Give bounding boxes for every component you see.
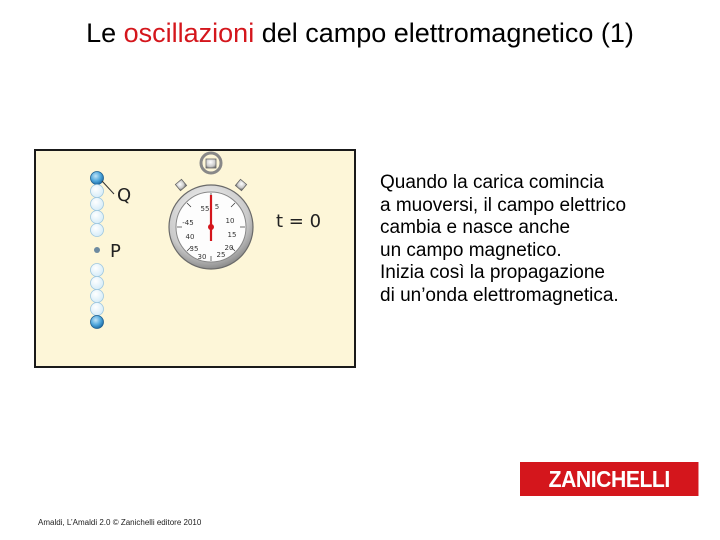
caption-text <box>380 172 710 307</box>
stopwatch-number: 30 <box>197 253 207 261</box>
stopwatch-number: -45 <box>182 219 194 227</box>
charge-sphere <box>91 264 104 277</box>
caption-line: di un’onda elettromagnetica. <box>380 284 619 306</box>
title-highlight: oscillazioni <box>123 18 255 48</box>
caption-line: a muoversi, il campo elettrico <box>380 194 627 216</box>
charge-sphere <box>91 316 104 329</box>
caption-line: Inizia così la propagazione <box>380 262 605 283</box>
charge-column <box>91 172 104 329</box>
stopwatch-number: 25 <box>216 251 226 259</box>
stopwatch-number: 10 <box>225 217 235 225</box>
label-p: P <box>110 241 121 262</box>
charge-sphere <box>91 303 104 316</box>
title-part1: Le <box>86 18 124 48</box>
oscillation-figure <box>34 149 356 368</box>
stopwatch-number: 15 <box>227 231 237 239</box>
zanichelli-logo: ZANICHELLI <box>520 462 698 496</box>
stopwatch-number: 20 <box>224 244 234 252</box>
credit-text: Amaldi, L’Amaldi 2.0 © Zanichelli editore 2010 <box>38 518 202 527</box>
page-title <box>0 18 720 49</box>
stopwatch-icon <box>169 153 253 269</box>
caption-line: Quando la carica comincia <box>380 172 604 193</box>
charge-sphere <box>91 277 104 290</box>
caption-line: cambia e nasce anche <box>380 217 571 238</box>
title-part2: del campo elettromagnetico (1) <box>254 18 634 48</box>
charge-sphere <box>91 211 104 224</box>
charge-sphere <box>91 198 104 211</box>
charge-sphere <box>91 185 104 198</box>
stopwatch-number: 40 <box>185 233 195 241</box>
stopwatch-number: 5 <box>214 203 220 211</box>
stopwatch-number: 55 <box>200 205 210 213</box>
charge-sphere <box>91 172 104 185</box>
stopwatch-number: 35 <box>189 245 199 253</box>
charge-sphere <box>91 290 104 303</box>
label-q: Q <box>117 185 132 206</box>
figure-illustration <box>36 151 354 366</box>
time-label: t = 0 <box>276 211 322 232</box>
caption-line: un campo magnetico. <box>380 239 562 261</box>
charge-sphere <box>91 224 104 237</box>
point-p-dot <box>94 247 100 253</box>
